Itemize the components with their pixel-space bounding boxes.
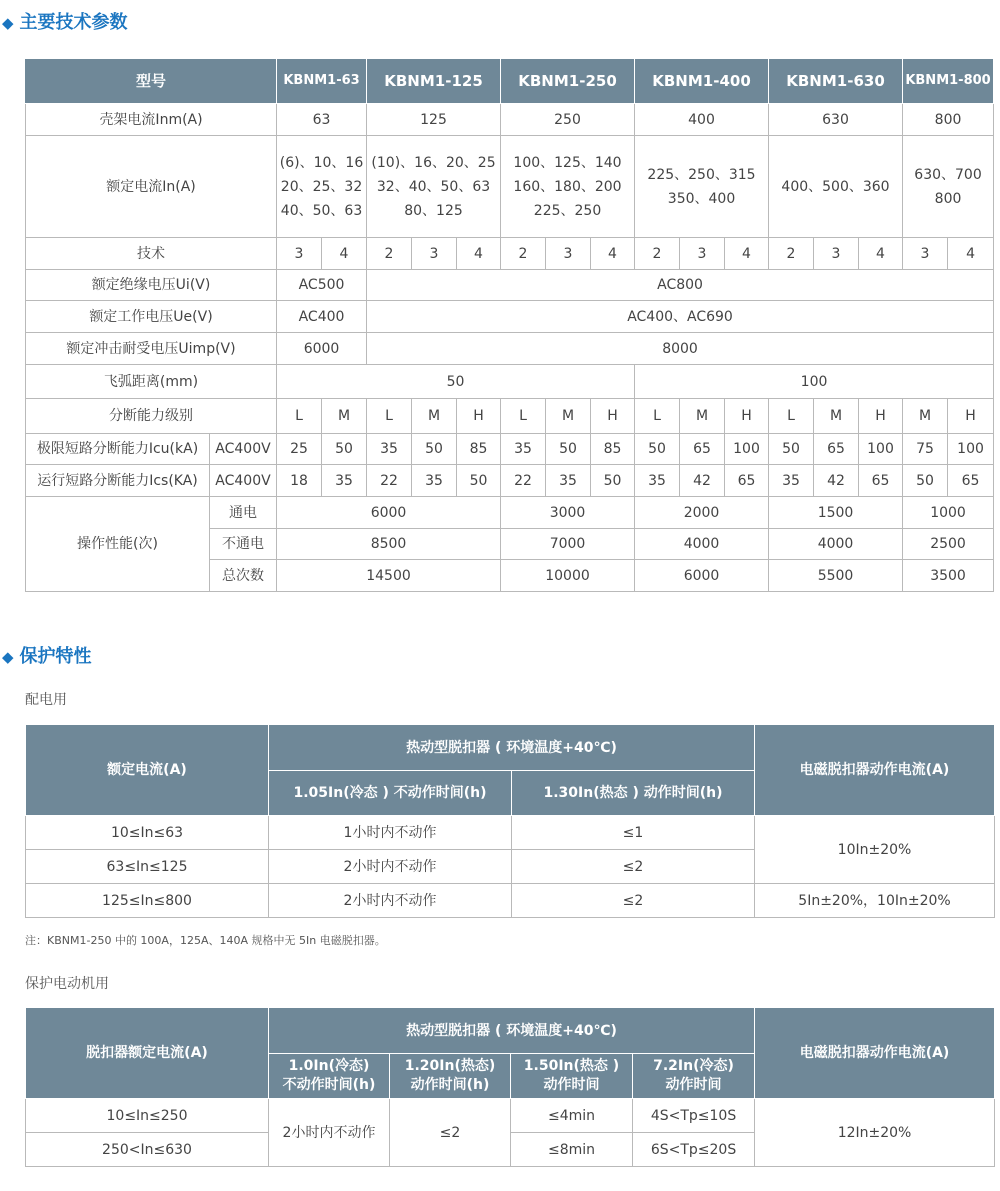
cell: 35 xyxy=(635,465,680,497)
ics-row xyxy=(26,465,994,497)
cell: 4 xyxy=(457,238,501,270)
diamond-icon: ◆ xyxy=(2,648,14,666)
cell: M xyxy=(322,399,367,434)
cell: 65 xyxy=(680,434,725,465)
cell: 5In±20%，10In±20% xyxy=(755,884,995,918)
cell: 3 xyxy=(412,238,457,270)
hot-header: 1.30In(热态 ) 动作时间(h) xyxy=(512,771,755,816)
cell: 100 xyxy=(725,434,769,465)
header-row xyxy=(26,725,995,771)
cell: 不通电 xyxy=(210,529,277,560)
cell: AC800 xyxy=(367,270,994,301)
rated-current-header: 脱扣器额定电流(A) xyxy=(26,1008,269,1099)
cell: 85 xyxy=(457,434,501,465)
cell: 3000 xyxy=(501,497,635,529)
cell: 10In±20% xyxy=(755,816,995,884)
cell: (10)、16、20、25 32、40、50、63 80、125 xyxy=(367,136,501,238)
col-header-2: 1.20In(热态) 动作时间(h) xyxy=(390,1054,511,1099)
row-label: 操作性能(次) xyxy=(26,497,210,592)
row-label: 分断能力级别 xyxy=(26,399,277,434)
cell: 6000 xyxy=(635,560,769,592)
cell: 4S<Tp≤10S xyxy=(633,1099,755,1133)
poles-row xyxy=(26,238,994,270)
row-label: 额定电流In(A) xyxy=(26,136,277,238)
cell: M xyxy=(903,399,948,434)
cell: AC400V xyxy=(210,465,277,497)
section-title-main-params: ◆ 主要技术参数 xyxy=(2,12,128,33)
cell: 35 xyxy=(769,465,814,497)
cell: 125 xyxy=(367,104,501,136)
cell: 8000 xyxy=(367,333,994,365)
table-row xyxy=(26,1099,995,1133)
cell: 35 xyxy=(367,434,412,465)
cell: 42 xyxy=(680,465,725,497)
cell: 4 xyxy=(725,238,769,270)
cell: 通电 xyxy=(210,497,277,529)
cell: H xyxy=(725,399,769,434)
thermal-header: 热动型脱扣器 ( 环境温度+40℃) xyxy=(269,725,755,771)
cell: 22 xyxy=(501,465,546,497)
frame-current-row xyxy=(26,104,994,136)
subtitle-distribution: 配电用 xyxy=(25,692,67,708)
cell: 2500 xyxy=(903,529,994,560)
cell: 3 xyxy=(903,238,948,270)
cell: M xyxy=(412,399,457,434)
model-kbnm1-400: KBNM1-400 xyxy=(635,59,769,104)
header-row xyxy=(26,1008,995,1054)
cell: L xyxy=(635,399,680,434)
cell: 2 xyxy=(367,238,412,270)
magnetic-header: 电磁脱扣器动作电流(A) xyxy=(755,725,995,816)
cell: 50 xyxy=(277,365,635,399)
cell: 50 xyxy=(322,434,367,465)
cell: 65 xyxy=(859,465,903,497)
cell: 3 xyxy=(277,238,322,270)
model-kbnm1-125: KBNM1-125 xyxy=(367,59,501,104)
cell: 4000 xyxy=(635,529,769,560)
cell: ≤4min xyxy=(511,1099,633,1133)
cell: ≤2 xyxy=(512,884,755,918)
cell: 225、250、315 350、400 xyxy=(635,136,769,238)
cell: 10000 xyxy=(501,560,635,592)
subtitle-motor: 保护电动机用 xyxy=(25,976,109,992)
col-header-4: 7.2In(冷态) 动作时间 xyxy=(633,1054,755,1099)
cell: 63≤In≤125 xyxy=(26,850,269,884)
cell: H xyxy=(591,399,635,434)
cell: ≤1 xyxy=(512,816,755,850)
cell: 50 xyxy=(635,434,680,465)
rated-current-row xyxy=(26,136,994,238)
cell: 25 xyxy=(277,434,322,465)
footnote: 注：KBNM1-250 中的 100A，125A、140A 规格中无 5In 电磁脱扣器。 xyxy=(25,934,386,947)
icu-row xyxy=(26,434,994,465)
ui-row xyxy=(26,270,994,301)
row-label: 额定工作电压Ue(V) xyxy=(26,301,277,333)
cell: L xyxy=(277,399,322,434)
cell: 800 xyxy=(903,104,994,136)
cell: 63 xyxy=(277,104,367,136)
cell: AC400、AC690 xyxy=(367,301,994,333)
cell: 12In±20% xyxy=(755,1099,995,1167)
cell: H xyxy=(457,399,501,434)
cell: 100 xyxy=(948,434,994,465)
cell: 630 xyxy=(769,104,903,136)
cell: ≤8min xyxy=(511,1133,633,1167)
cell: 50 xyxy=(591,465,635,497)
model-kbnm1-800: KBNM1-800 xyxy=(903,59,994,104)
cell: 400 xyxy=(635,104,769,136)
model-header: 型号 xyxy=(26,59,277,104)
cell: 125≤In≤800 xyxy=(26,884,269,918)
motor-protection-table xyxy=(25,1007,995,1167)
cell: 100 xyxy=(635,365,994,399)
uimp-row xyxy=(26,333,994,365)
cell: M xyxy=(814,399,859,434)
cell: 100、125、140 160、180、200 225、250 xyxy=(501,136,635,238)
model-kbnm1-63: KBNM1-63 xyxy=(277,59,367,104)
cell: 630、700 800 xyxy=(903,136,994,238)
cell: H xyxy=(948,399,994,434)
cell: 10≤In≤63 xyxy=(26,816,269,850)
cell: ≤2 xyxy=(390,1099,511,1167)
row-label: 运行短路分断能力Ics(KA) xyxy=(26,465,210,497)
cell: 4 xyxy=(859,238,903,270)
cell: 50 xyxy=(546,434,591,465)
cold-header: 1.05In(冷态 ) 不动作时间(h) xyxy=(269,771,512,816)
cell: 35 xyxy=(546,465,591,497)
cell: 4 xyxy=(948,238,994,270)
cell: 6000 xyxy=(277,333,367,365)
cell: 50 xyxy=(457,465,501,497)
table-row xyxy=(26,816,995,850)
ue-row xyxy=(26,301,994,333)
cell: 85 xyxy=(591,434,635,465)
cell: L xyxy=(367,399,412,434)
row-label: 技术 xyxy=(26,238,277,270)
breaking-level-row xyxy=(26,399,994,434)
cell: 总次数 xyxy=(210,560,277,592)
cell: 6S<Tp≤20S xyxy=(633,1133,755,1167)
cell: 2000 xyxy=(635,497,769,529)
cell: ≤2 xyxy=(512,850,755,884)
cell: 18 xyxy=(277,465,322,497)
distribution-protection-table xyxy=(25,724,995,918)
cell: 100 xyxy=(859,434,903,465)
table-row xyxy=(26,884,995,918)
cell: L xyxy=(501,399,546,434)
row-label: 额定冲击耐受电压Uimp(V) xyxy=(26,333,277,365)
cell: 2 xyxy=(635,238,680,270)
cell: 2 xyxy=(769,238,814,270)
cell: AC500 xyxy=(277,270,367,301)
cell: 3 xyxy=(814,238,859,270)
cell: 400、500、360 xyxy=(769,136,903,238)
diamond-icon: ◆ xyxy=(2,14,14,32)
thermal-header: 热动型脱扣器 ( 环境温度+40℃) xyxy=(269,1008,755,1054)
cell: H xyxy=(859,399,903,434)
col-header-3: 1.50In(热态 ) 动作时间 xyxy=(511,1054,633,1099)
model-header-row xyxy=(26,59,994,104)
cell: 1500 xyxy=(769,497,903,529)
magnetic-header: 电磁脱扣器动作电流(A) xyxy=(755,1008,995,1099)
cell: 5500 xyxy=(769,560,903,592)
cell: 250 xyxy=(501,104,635,136)
cell: 50 xyxy=(903,465,948,497)
cell: 250<In≤630 xyxy=(26,1133,269,1167)
cell: 4 xyxy=(322,238,367,270)
cell: 3 xyxy=(546,238,591,270)
cell: 6000 xyxy=(277,497,501,529)
cell: 42 xyxy=(814,465,859,497)
cell: 7000 xyxy=(501,529,635,560)
main-params-table xyxy=(25,58,994,592)
cell: 3 xyxy=(680,238,725,270)
cell: AC400 xyxy=(277,301,367,333)
cell: 65 xyxy=(814,434,859,465)
cell: 35 xyxy=(322,465,367,497)
cell: 35 xyxy=(412,465,457,497)
cell: 8500 xyxy=(277,529,501,560)
cell: 3500 xyxy=(903,560,994,592)
cell: M xyxy=(546,399,591,434)
cell: 50 xyxy=(769,434,814,465)
arc-distance-row xyxy=(26,365,994,399)
cell: 65 xyxy=(948,465,994,497)
cell: 22 xyxy=(367,465,412,497)
row-label: 飞弧距离(mm) xyxy=(26,365,277,399)
model-kbnm1-250: KBNM1-250 xyxy=(501,59,635,104)
cell: 2小时内不动作 xyxy=(269,1099,390,1167)
row-label: 壳架电流Inm(A) xyxy=(26,104,277,136)
cell: 2小时内不动作 xyxy=(269,850,512,884)
cell: 2小时内不动作 xyxy=(269,884,512,918)
cell: 1小时内不动作 xyxy=(269,816,512,850)
cell: 14500 xyxy=(277,560,501,592)
cell: 2 xyxy=(501,238,546,270)
cell: 4000 xyxy=(769,529,903,560)
cell: M xyxy=(680,399,725,434)
cell: 65 xyxy=(725,465,769,497)
rated-current-header: 额定电流(A) xyxy=(26,725,269,816)
ops-row-power xyxy=(26,497,994,529)
col-header-1: 1.0In(冷态) 不动作时间(h) xyxy=(269,1054,390,1099)
cell: (6)、10、16 20、25、32 40、50、63 xyxy=(277,136,367,238)
cell: 75 xyxy=(903,434,948,465)
cell: 35 xyxy=(501,434,546,465)
cell: AC400V xyxy=(210,434,277,465)
row-label: 极限短路分断能力Icu(kA) xyxy=(26,434,210,465)
cell: 1000 xyxy=(903,497,994,529)
model-kbnm1-630: KBNM1-630 xyxy=(769,59,903,104)
cell: L xyxy=(769,399,814,434)
cell: 4 xyxy=(591,238,635,270)
section-title-protection: ◆ 保护特性 xyxy=(2,646,92,667)
cell: 10≤In≤250 xyxy=(26,1099,269,1133)
row-label: 额定绝缘电压Ui(V) xyxy=(26,270,277,301)
cell: 50 xyxy=(412,434,457,465)
